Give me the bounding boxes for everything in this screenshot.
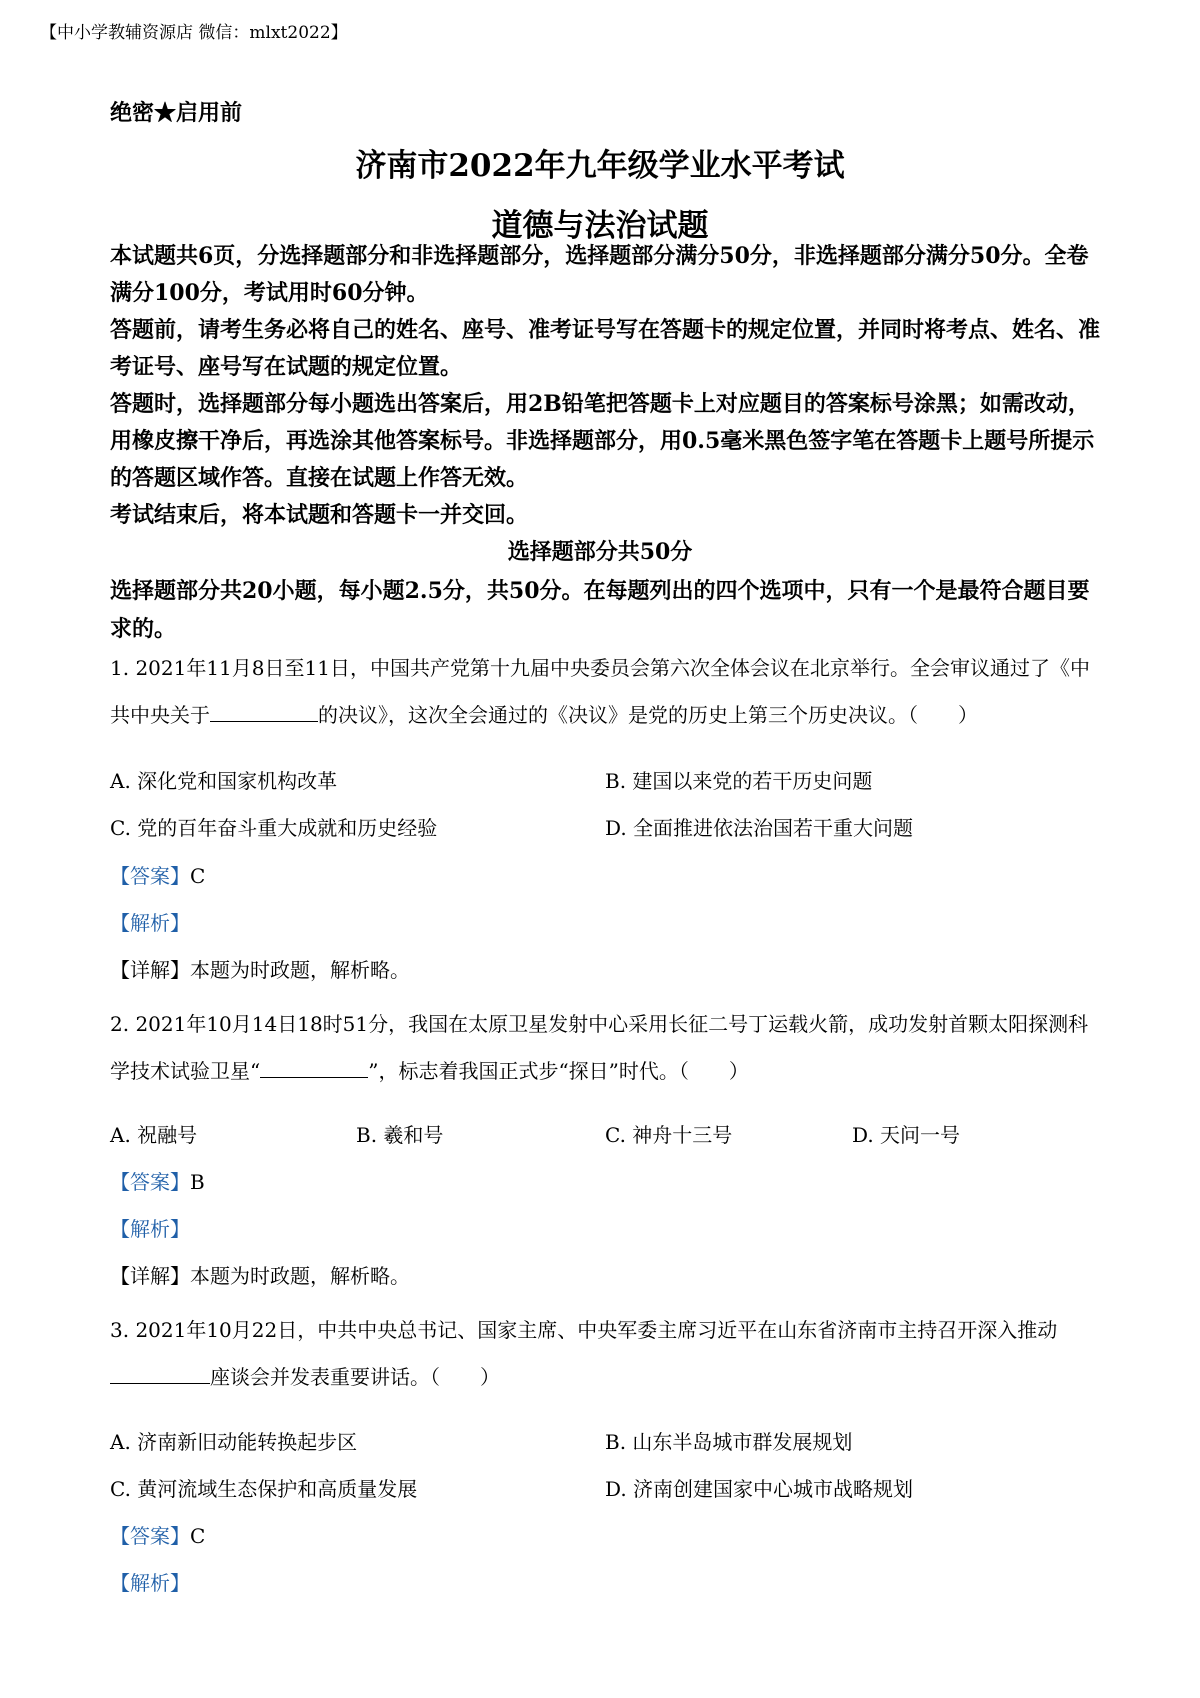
instruction-1: 本试题共6页，分选择题部分和非选择题部分，选择题部分满分50分，非选择题部分满分50分。全卷满分100分，考试用时60分钟。 (110, 243, 1089, 306)
answer-value: C (190, 864, 206, 888)
analysis-tag: 【解析】 (110, 911, 190, 935)
analysis-tag: 【解析】 (110, 1217, 190, 1241)
answer-blank (210, 701, 318, 722)
instruction-3: 答题时，选择题部分每小题选出答案后，用2B铅笔把答题卡上对应题目的答案标号涂黑；如需改动，用橡皮擦干净后，再选涂其他答案标号。非选择题部分，用0.5毫米黑色签字笔在答题卡上题号所提示的答题区域作答。直接在试题上作答无效。 (110, 391, 1095, 491)
question-1-analysis (110, 907, 190, 936)
question-2-option-a: A. 祝融号 (110, 1123, 198, 1147)
section-title: 选择题部分共50分 (507, 539, 693, 565)
question-1-detail (110, 954, 410, 983)
header-note: 【中小学教辅资源店 微信：mlxt2022】 (40, 23, 348, 43)
answer-value: B (190, 1170, 205, 1194)
instruction-4: 考试结束后，将本试题和答题卡一并交回。 (110, 502, 529, 528)
answer-value: C (190, 1524, 206, 1548)
question-2-analysis (110, 1213, 190, 1242)
question-1-stem-b: 的决议》，这次全会通过的《决议》是党的历史上第三个历史决议。（ ） (318, 703, 978, 727)
detail-tag: 【详解】 (110, 958, 190, 982)
question-1-stem-a: 1. 2021年11月8日至11日，中国共产党第十九届中央委员会第六次全体会议在北京举行。全会审议通过了《中共中央关于 (110, 656, 1090, 727)
question-2-stem (110, 1001, 1105, 1095)
question-1-answer (110, 860, 205, 889)
answer-blank (260, 1057, 368, 1078)
question-1-option-b: B. 建国以来党的若干历史问题 (605, 769, 873, 793)
question-3-analysis (110, 1567, 190, 1596)
answer-tag: 【答案】 (110, 1170, 190, 1194)
exam-subtitle: 道德与法治试题 (491, 208, 709, 244)
detail-text: 本题为时政题，解析略。 (190, 1264, 410, 1288)
question-2-option-d: D. 天问一号 (852, 1123, 961, 1147)
question-3-option-a: A. 济南新旧动能转换起步区 (110, 1430, 358, 1454)
question-3-option-d: D. 济南创建国家中心城市战略规划 (605, 1477, 914, 1501)
answer-blank (110, 1363, 210, 1384)
question-3-stem-b: 座谈会并发表重要讲话。（ ） (210, 1365, 500, 1389)
question-2-answer (110, 1166, 205, 1195)
question-3-stem-a: 3. 2021年10月22日，中共中央总书记、国家主席、中央军委主席习近平在山东省济南市主持召开深入推动 (110, 1318, 1058, 1342)
exam-title: 济南市2022年九年级学业水平考试 (355, 148, 845, 184)
question-1-option-c: C. 党的百年奋斗重大成就和历史经验 (110, 816, 438, 840)
question-3-option-b: B. 山东半岛城市群发展规划 (605, 1430, 853, 1454)
secret-mark: 绝密★启用前 (110, 100, 243, 126)
answer-tag: 【答案】 (110, 864, 190, 888)
instruction-2: 答题前，请考生务必将自己的姓名、座号、准考证号写在答题卡的规定位置，并同时将考点、姓名、准考证号、座号写在试题的规定位置。 (110, 317, 1101, 380)
question-1-option-d: D. 全面推进依法治国若干重大问题 (605, 816, 914, 840)
detail-text: 本题为时政题，解析略。 (190, 958, 410, 982)
question-2-stem-b: ”，标志着我国正式步“探日”时代。（ ） (368, 1059, 749, 1083)
question-2-option-b: B. 羲和号 (356, 1123, 444, 1147)
question-3-answer (110, 1520, 205, 1549)
question-1-option-a: A. 深化党和国家机构改革 (110, 769, 338, 793)
question-2-detail (110, 1260, 410, 1289)
question-3-stem (110, 1307, 1105, 1401)
answer-tag: 【答案】 (110, 1524, 190, 1548)
question-2-stem-a: 2. 2021年10月14日18时51分，我国在太原卫星发射中心采用长征二号丁运载火箭，成功发射首颗太阳探测科学技术试验卫星“ (110, 1012, 1089, 1083)
section-description: 选择题部分共20小题，每小题2.5分，共50分。在每题列出的四个选项中，只有一个是最符合题目要求的。 (110, 578, 1090, 642)
question-3-option-c: C. 黄河流域生态保护和高质量发展 (110, 1477, 418, 1501)
question-2-option-c: C. 神舟十三号 (605, 1123, 733, 1147)
question-1-stem (110, 645, 1105, 739)
analysis-tag: 【解析】 (110, 1571, 190, 1595)
detail-tag: 【详解】 (110, 1264, 190, 1288)
